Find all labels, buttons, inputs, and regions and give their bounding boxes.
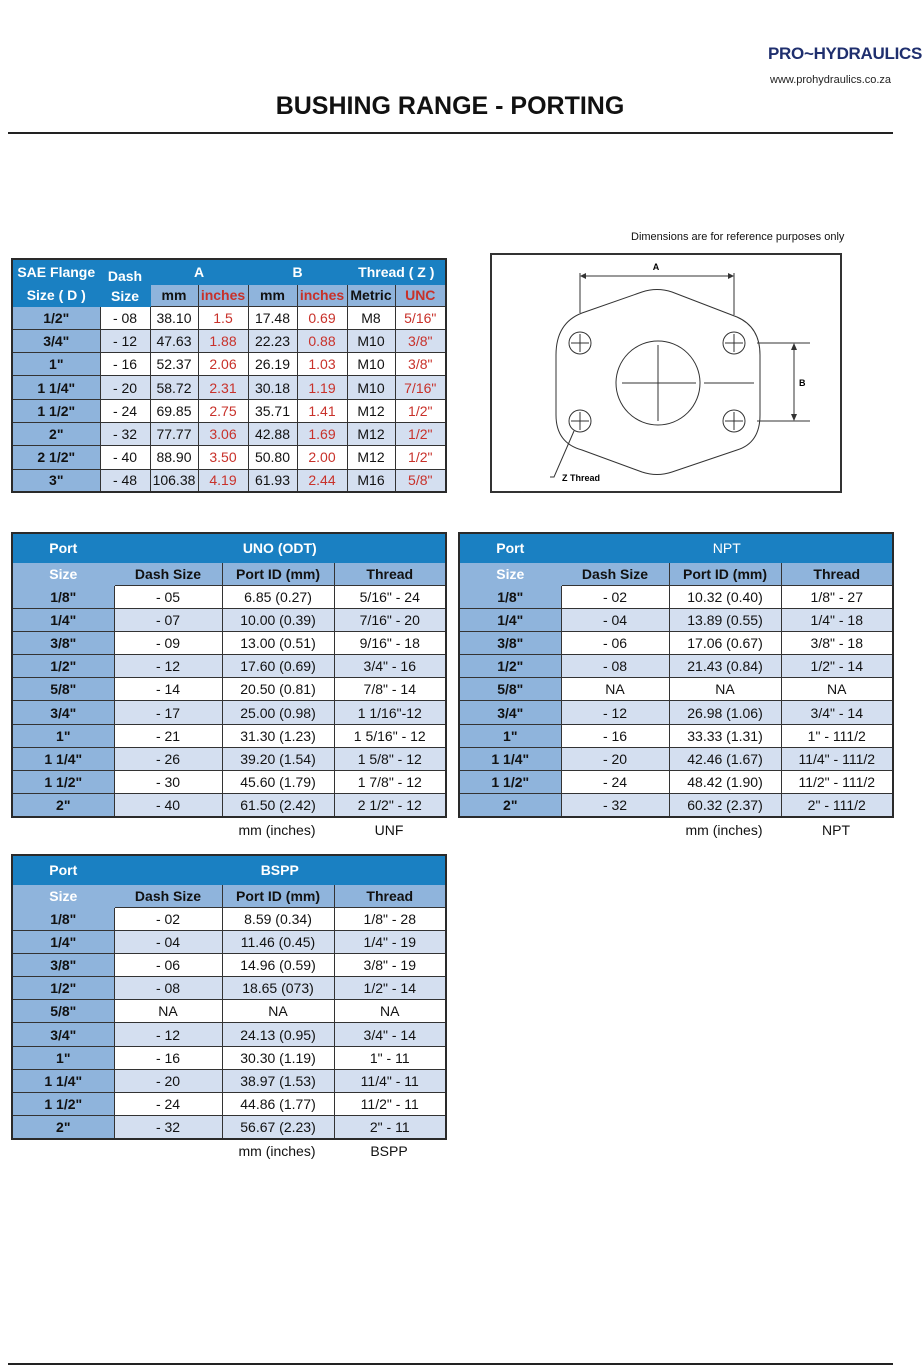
port-id: 18.65 (073) (222, 977, 334, 1000)
thread: 1/4" - 18 (781, 608, 893, 631)
thread: 7/16" - 20 (334, 608, 446, 631)
thread: 3/8" - 19 (334, 953, 446, 976)
flange-size: 3/4" (12, 329, 100, 352)
header-title: BSPP (114, 855, 446, 884)
thread: 3/4" - 14 (334, 1023, 446, 1046)
table-row (12, 1023, 446, 1046)
port-id: 6.85 (0.27) (222, 585, 334, 608)
header-a-mm: mm (150, 284, 198, 306)
dash-size: - 24 (114, 1093, 222, 1116)
dash-size: - 07 (114, 608, 222, 631)
dash-size: - 16 (561, 724, 669, 747)
port-id: 20.50 (0.81) (222, 678, 334, 701)
dash-size: - 30 (114, 771, 222, 794)
port-id: 13.89 (0.55) (669, 608, 781, 631)
thread: 11/4" - 111/2 (781, 747, 893, 770)
a-mm: 38.10 (150, 306, 198, 329)
table-row (12, 1046, 446, 1069)
header-port: Port (12, 855, 114, 884)
table-row (12, 724, 446, 747)
table-row (12, 794, 446, 817)
thread: 2 1/2" - 12 (334, 794, 446, 817)
port-id: 38.97 (1.53) (222, 1069, 334, 1092)
thread: 1 5/8" - 12 (334, 747, 446, 770)
header-title: NPT (561, 533, 893, 562)
thread-metric: M10 (347, 353, 395, 376)
port-size: 3/4" (459, 701, 561, 724)
subheader-row (12, 884, 446, 907)
thread-unc: 1/2" (395, 446, 446, 469)
header-row (12, 855, 446, 884)
port-id: 11.46 (0.45) (222, 930, 334, 953)
port-id: 61.50 (2.42) (222, 794, 334, 817)
port-size: 1/8" (12, 907, 114, 930)
dash-size: - 08 (561, 655, 669, 678)
port-id: 42.46 (1.67) (669, 747, 781, 770)
thread: 1/2" - 14 (334, 977, 446, 1000)
port-id: 14.96 (0.59) (222, 953, 334, 976)
table-row (12, 608, 446, 631)
port-id: 33.33 (1.31) (669, 724, 781, 747)
a-mm: 69.85 (150, 399, 198, 422)
reference-note: Dimensions are for reference purposes only (631, 231, 845, 243)
table-row (459, 771, 893, 794)
header-a-inches: inches (198, 284, 248, 306)
table-row (12, 930, 446, 953)
header-dash-line1: Dash (107, 267, 143, 284)
dash-size: - 04 (114, 930, 222, 953)
bspp-foot-units: mm (inches) (238, 1143, 316, 1159)
flange-size: 1/2" (12, 306, 100, 329)
dash-size: - 12 (561, 701, 669, 724)
b-inches: 2.00 (297, 446, 347, 469)
table-row (12, 701, 446, 724)
table-row (459, 701, 893, 724)
port-size: 2" (459, 794, 561, 817)
a-mm: 47.63 (150, 329, 198, 352)
bspp-foot-thread: BSPP (370, 1143, 408, 1159)
b-mm: 35.71 (248, 399, 297, 422)
thread-unc: 3/8" (395, 329, 446, 352)
dash-size: - 40 (100, 446, 150, 469)
header-col: Port ID (mm) (222, 562, 334, 585)
b-inches: 1.41 (297, 399, 347, 422)
table-row (459, 794, 893, 817)
thread: 1/8" - 28 (334, 907, 446, 930)
b-mm: 30.18 (248, 376, 297, 399)
label-a: A (652, 262, 660, 272)
port-size: 1 1/2" (459, 771, 561, 794)
header-port: Port (459, 533, 561, 562)
dash-size: - 16 (100, 353, 150, 376)
thread-metric: M16 (347, 469, 395, 492)
table-row (459, 678, 893, 701)
dash-size: - 20 (114, 1069, 222, 1092)
a-inches: 2.75 (198, 399, 248, 422)
b-mm: 61.93 (248, 469, 297, 492)
port-id: 8.59 (0.34) (222, 907, 334, 930)
table-row (12, 1116, 446, 1139)
port-size: 1" (12, 724, 114, 747)
b-mm: 22.23 (248, 329, 297, 352)
top-divider (8, 132, 893, 134)
dash-size: - 26 (114, 747, 222, 770)
port-id: 24.13 (0.95) (222, 1023, 334, 1046)
header-b: B (248, 259, 347, 284)
dash-size: NA (561, 678, 669, 701)
thread: 1 1/16"-12 (334, 701, 446, 724)
thread: 5/16" - 24 (334, 585, 446, 608)
table-row (12, 422, 446, 445)
dash-size: - 20 (100, 376, 150, 399)
header-thread: Thread ( Z ) (347, 259, 446, 284)
b-mm: 26.19 (248, 353, 297, 376)
header-b-inches: inches (297, 284, 347, 306)
header-col: Port ID (mm) (669, 562, 781, 585)
table-row (12, 585, 446, 608)
table-row (12, 446, 446, 469)
table-row (12, 977, 446, 1000)
website-url: www.prohydraulics.co.za (770, 74, 892, 86)
dash-size: - 08 (100, 306, 150, 329)
port-id: 31.30 (1.23) (222, 724, 334, 747)
port-id: 10.32 (0.40) (669, 585, 781, 608)
uno-table (11, 532, 447, 818)
b-inches: 1.19 (297, 376, 347, 399)
port-size: 1/2" (12, 977, 114, 1000)
port-size: 5/8" (459, 678, 561, 701)
thread-metric: M12 (347, 399, 395, 422)
header-port-size: Size (12, 562, 114, 585)
thread: 1" - 11 (334, 1046, 446, 1069)
sae-flange-table (11, 258, 447, 493)
table-row (12, 353, 446, 376)
thread-unc: 3/8" (395, 353, 446, 376)
dash-size: - 16 (114, 1046, 222, 1069)
port-size: 5/8" (12, 678, 114, 701)
header-row (12, 533, 446, 562)
thread: 11/4" - 11 (334, 1069, 446, 1092)
dash-size: - 12 (100, 329, 150, 352)
thread-metric: M10 (347, 376, 395, 399)
header-row (459, 533, 893, 562)
header-col: Dash Size (561, 562, 669, 585)
a-inches: 2.06 (198, 353, 248, 376)
thread: 3/8" - 18 (781, 631, 893, 654)
uno-foot-thread: UNF (374, 822, 404, 838)
header-col: Thread (781, 562, 893, 585)
table-row (12, 376, 446, 399)
a-mm: 106.38 (150, 469, 198, 492)
a-inches: 1.5 (198, 306, 248, 329)
port-id: 21.43 (0.84) (669, 655, 781, 678)
header-col: Dash Size (114, 884, 222, 907)
thread: 9/16" - 18 (334, 631, 446, 654)
a-mm: 77.77 (150, 422, 198, 445)
npt-foot-thread: NPT (822, 822, 850, 838)
header-unc: UNC (395, 284, 446, 306)
table-row (12, 907, 446, 930)
port-size: 3/4" (12, 701, 114, 724)
thread: 3/4" - 16 (334, 655, 446, 678)
thread-unc: 5/16" (395, 306, 446, 329)
thread: NA (334, 1000, 446, 1023)
table-row (12, 1069, 446, 1092)
a-mm: 52.37 (150, 353, 198, 376)
port-size: 1 1/4" (12, 747, 114, 770)
subheader-row (459, 562, 893, 585)
header-dash-line2: Size (110, 287, 139, 304)
dash-size: - 14 (114, 678, 222, 701)
header-title: UNO (ODT) (114, 533, 446, 562)
dash-size: - 40 (114, 794, 222, 817)
port-size: 1/8" (459, 585, 561, 608)
table-row (459, 585, 893, 608)
table-row (12, 678, 446, 701)
dash-size: - 32 (100, 422, 150, 445)
dash-size: - 09 (114, 631, 222, 654)
table-row (12, 655, 446, 678)
header-port-size: Size (12, 884, 114, 907)
table-row (12, 747, 446, 770)
dash-size: - 12 (114, 1023, 222, 1046)
port-size: 1/4" (12, 930, 114, 953)
port-id: NA (222, 1000, 334, 1023)
thread: 2" - 11 (334, 1116, 446, 1139)
thread: 1 7/8" - 12 (334, 771, 446, 794)
flange-size: 2" (12, 422, 100, 445)
port-size: 1" (12, 1046, 114, 1069)
thread: 11/2" - 11 (334, 1093, 446, 1116)
npt-table (458, 532, 894, 818)
a-inches: 3.50 (198, 446, 248, 469)
brand-logo: PRO~HYDRAULICS (768, 44, 922, 63)
thread: 2" - 111/2 (781, 794, 893, 817)
flange-size: 1" (12, 353, 100, 376)
thread: 1/8" - 27 (781, 585, 893, 608)
table-row (12, 1093, 446, 1116)
port-size: 1/2" (12, 655, 114, 678)
b-inches: 2.44 (297, 469, 347, 492)
thread-metric: M12 (347, 422, 395, 445)
b-mm: 42.88 (248, 422, 297, 445)
b-mm: 50.80 (248, 446, 297, 469)
port-id: 56.67 (2.23) (222, 1116, 334, 1139)
port-id: 10.00 (0.39) (222, 608, 334, 631)
bottom-divider (8, 1363, 893, 1365)
port-size: 1/2" (459, 655, 561, 678)
flange-size: 1 1/4" (12, 376, 100, 399)
a-mm: 58.72 (150, 376, 198, 399)
header-b-mm: mm (248, 284, 297, 306)
port-id: 39.20 (1.54) (222, 747, 334, 770)
b-mm: 17.48 (248, 306, 297, 329)
port-id: NA (669, 678, 781, 701)
dash-size: - 06 (561, 631, 669, 654)
thread-metric: M12 (347, 446, 395, 469)
thread-unc: 1/2" (395, 422, 446, 445)
flange-drawing (492, 255, 840, 491)
port-size: 3/8" (12, 953, 114, 976)
table-row (459, 631, 893, 654)
table-row (12, 631, 446, 654)
thread-unc: 7/16" (395, 376, 446, 399)
port-id: 25.00 (0.98) (222, 701, 334, 724)
port-size: 3/8" (12, 631, 114, 654)
dash-size: - 02 (561, 585, 669, 608)
label-z-thread: Z Thread (562, 473, 601, 483)
table-row (12, 1000, 446, 1023)
port-size: 1 1/4" (459, 747, 561, 770)
uno-foot-units: mm (inches) (238, 822, 316, 838)
port-size: 1" (459, 724, 561, 747)
port-id: 45.60 (1.79) (222, 771, 334, 794)
port-id: 13.00 (0.51) (222, 631, 334, 654)
port-size: 1/8" (12, 585, 114, 608)
header-metric: Metric (347, 284, 395, 306)
subheader-row (12, 562, 446, 585)
port-size: 1 1/2" (12, 1093, 114, 1116)
a-inches: 2.31 (198, 376, 248, 399)
port-size: 2" (12, 1116, 114, 1139)
dash-size: - 04 (561, 608, 669, 631)
table-row (12, 306, 446, 329)
thread: 3/4" - 14 (781, 701, 893, 724)
header-dash (100, 259, 150, 306)
thread: 11/2" - 111/2 (781, 771, 893, 794)
dash-size: - 32 (561, 794, 669, 817)
table-row (459, 608, 893, 631)
thread-metric: M8 (347, 306, 395, 329)
a-inches: 3.06 (198, 422, 248, 445)
label-b: B (799, 378, 806, 388)
table-row (12, 771, 446, 794)
header-col: Dash Size (114, 562, 222, 585)
port-id: 30.30 (1.19) (222, 1046, 334, 1069)
port-size: 3/8" (459, 631, 561, 654)
npt-foot-units: mm (inches) (685, 822, 763, 838)
flange-diagram (490, 253, 842, 493)
table-row (12, 399, 446, 422)
header-size-line2: Size ( D ) (12, 284, 100, 306)
flange-size: 2 1/2" (12, 446, 100, 469)
header-col: Port ID (mm) (222, 884, 334, 907)
dash-size: - 24 (561, 771, 669, 794)
thread: 1/2" - 14 (781, 655, 893, 678)
port-id: 17.06 (0.67) (669, 631, 781, 654)
dash-size: NA (114, 1000, 222, 1023)
thread-unc: 5/8" (395, 469, 446, 492)
table-row (12, 469, 446, 492)
thread: 1 5/16" - 12 (334, 724, 446, 747)
port-size: 1 1/2" (12, 771, 114, 794)
thread: NA (781, 678, 893, 701)
port-size: 1/4" (459, 608, 561, 631)
table-row (12, 329, 446, 352)
header-a: A (150, 259, 248, 284)
b-inches: 0.88 (297, 329, 347, 352)
header-col: Thread (334, 562, 446, 585)
thread-unc: 1/2" (395, 399, 446, 422)
dash-size: - 24 (100, 399, 150, 422)
bspp-table (11, 854, 447, 1140)
table-row (459, 724, 893, 747)
port-id: 60.32 (2.37) (669, 794, 781, 817)
header-size: SAE Flange (12, 259, 100, 284)
port-size: 2" (12, 794, 114, 817)
header-port-size: Size (459, 562, 561, 585)
thread: 1" - 111/2 (781, 724, 893, 747)
port-size: 3/4" (12, 1023, 114, 1046)
b-inches: 1.69 (297, 422, 347, 445)
header-port: Port (12, 533, 114, 562)
port-id: 17.60 (0.69) (222, 655, 334, 678)
table-row (459, 747, 893, 770)
page-title: BUSHING RANGE - PORTING (275, 92, 625, 120)
table-row (459, 655, 893, 678)
dash-size: - 21 (114, 724, 222, 747)
a-inches: 1.88 (198, 329, 248, 352)
dash-size: - 12 (114, 655, 222, 678)
flange-size: 3" (12, 469, 100, 492)
dash-size: - 08 (114, 977, 222, 1000)
dash-size: - 17 (114, 701, 222, 724)
port-size: 5/8" (12, 1000, 114, 1023)
port-id: 44.86 (1.77) (222, 1093, 334, 1116)
port-id: 48.42 (1.90) (669, 771, 781, 794)
dash-size: - 06 (114, 953, 222, 976)
flange-size: 1 1/2" (12, 399, 100, 422)
table-row (12, 953, 446, 976)
thread: 7/8" - 14 (334, 678, 446, 701)
port-id: 26.98 (1.06) (669, 701, 781, 724)
a-inches: 4.19 (198, 469, 248, 492)
header-col: Thread (334, 884, 446, 907)
dash-size: - 32 (114, 1116, 222, 1139)
dash-size: - 05 (114, 585, 222, 608)
dash-size: - 02 (114, 907, 222, 930)
a-mm: 88.90 (150, 446, 198, 469)
thread: 1/4" - 19 (334, 930, 446, 953)
dash-size: - 48 (100, 469, 150, 492)
port-size: 1/4" (12, 608, 114, 631)
b-inches: 1.03 (297, 353, 347, 376)
thread-metric: M10 (347, 329, 395, 352)
b-inches: 0.69 (297, 306, 347, 329)
dash-size: - 20 (561, 747, 669, 770)
port-size: 1 1/4" (12, 1069, 114, 1092)
